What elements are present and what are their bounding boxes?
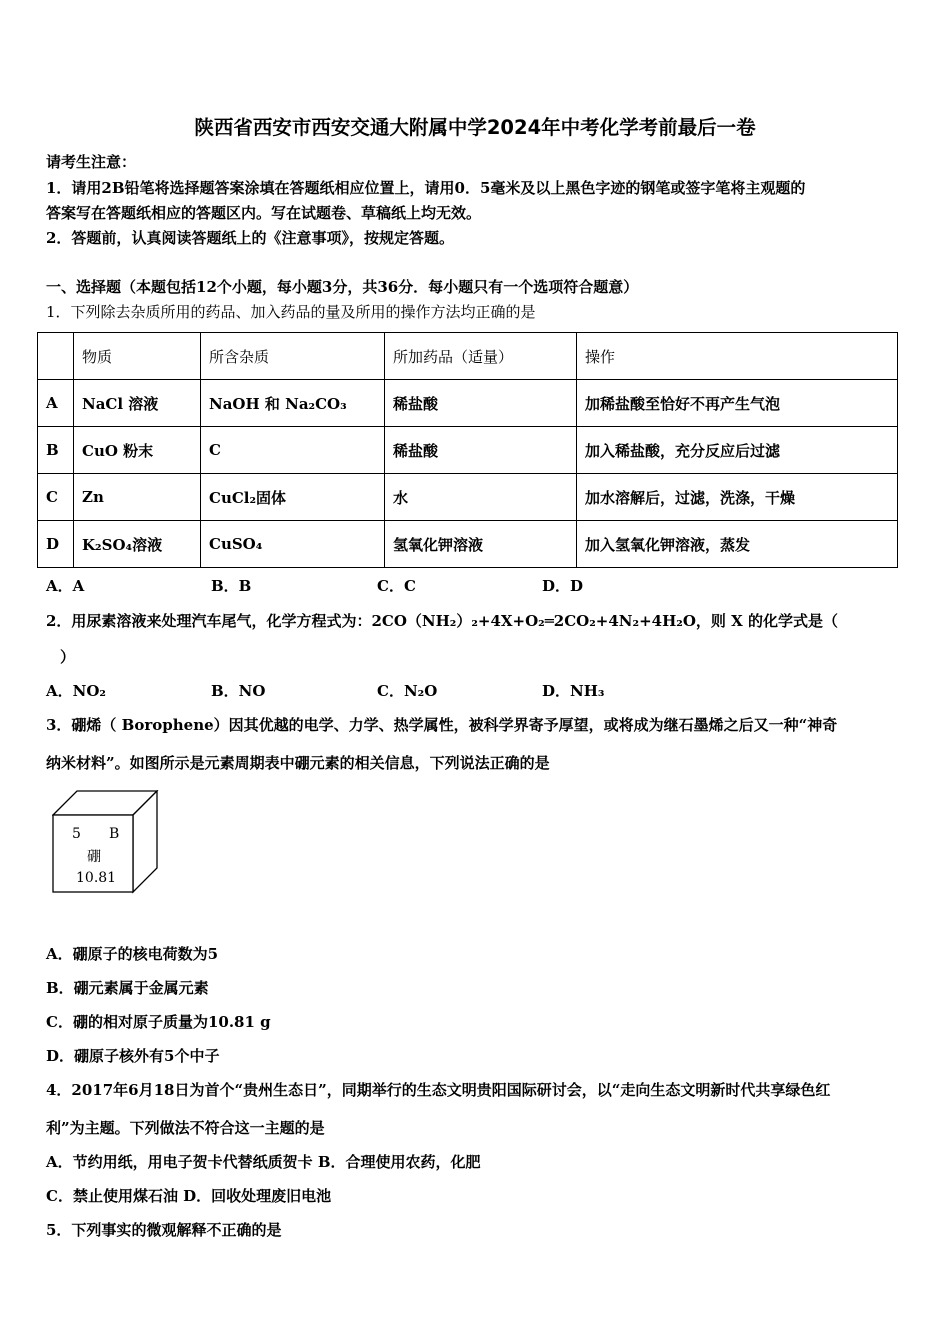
table-cell: CuO 粉末: [74, 427, 201, 474]
q3-option-a[interactable]: A．硼原子的核电荷数为5: [46, 945, 219, 963]
row-label: A: [38, 380, 74, 427]
q1-option-a[interactable]: A．A: [46, 577, 85, 595]
table-cell: 加入稀盐酸，充分反应后过滤: [577, 427, 898, 474]
table-cell: 加稀盐酸至恰好不再产生气泡: [577, 380, 898, 427]
q1-option-c[interactable]: C．C: [377, 577, 416, 595]
notice-heading: 请考生注意：: [46, 153, 137, 171]
q2-option-b[interactable]: B．NO: [211, 682, 266, 700]
q1-option-d[interactable]: D．D: [542, 577, 584, 595]
q2-option-a[interactable]: A．NO₂: [46, 682, 106, 700]
section-heading: 一、选择题（本题包括12个小题，每小题3分，共36分．每小题只有一个选项符合题意）: [46, 278, 639, 296]
table-cell: NaOH 和 Na₂CO₃: [201, 380, 385, 427]
table-header-cell: 所加药品（适量）: [385, 333, 577, 380]
table-cell: C: [201, 427, 385, 474]
notice-line-1b: 答案写在答题纸相应的答题区内。写在试题卷、草稿纸上均无效。: [46, 204, 482, 222]
notice-line-2: 2．答题前，认真阅读答题纸上的《注意事项》，按规定答题。: [46, 229, 454, 247]
q4-stem-a: 4．2017年6月18日为首个“贵州生态日”，同期举行的生态文明贵阳国际研讨会，以“走向生态文明新时代共享绿色红: [46, 1081, 831, 1099]
boron-element-card: [52, 790, 162, 896]
q3-stem-b: 纳米材料”。如图所示是元素周期表中硼元素的相关信息，下列说法正确的是: [46, 754, 550, 772]
q3-option-d[interactable]: D．硼原子核外有5个中子: [46, 1047, 220, 1065]
element-atomic-number: 5: [72, 826, 81, 842]
element-atomic-mass: 10.81: [76, 870, 117, 886]
table-cell: Zn: [74, 474, 201, 521]
table-cell: 加入氢氧化钾溶液，蒸发: [577, 521, 898, 568]
q3-option-b[interactable]: B．硼元素属于金属元素: [46, 979, 209, 997]
table-header-cell: 操作: [577, 333, 898, 380]
table-cell: CuSO₄: [201, 521, 385, 568]
q2-stem-b: ）: [60, 648, 76, 666]
table-cell: 加水溶解后，过滤，洗涤，干燥: [577, 474, 898, 521]
row-label: D: [38, 521, 74, 568]
element-name: 硼: [87, 849, 101, 865]
q3-option-c[interactable]: C．硼的相对原子质量为10.81 g: [46, 1013, 271, 1031]
table-cell: [38, 333, 74, 380]
q4-options-line-2[interactable]: C．禁止使用煤石油 D．回收处理废旧电池: [46, 1187, 332, 1205]
row-label: B: [38, 427, 74, 474]
table-cell: 氢氧化钾溶液: [385, 521, 577, 568]
q2-option-c[interactable]: C．N₂O: [377, 682, 438, 700]
q5-stem: 5．下列事实的微观解释不正确的是: [46, 1221, 282, 1239]
element-symbol: B: [109, 826, 120, 842]
notice-line-1a: 1．请用2B铅笔将选择题答案涂填在答题纸相应位置上，请用0．5毫米及以上黑色字迹的钢笔或签字笔将主观题的: [46, 179, 806, 197]
q3-stem-a: 3．硼烯（ Borophene）因其优越的电学、力学、热学属性，被科学界寄予厚望，或将成为继石墨烯之后又一种“神奇: [46, 716, 838, 734]
table-cell: NaCl 溶液: [74, 380, 201, 427]
table-cell: 稀盐酸: [385, 427, 577, 474]
table-row: [38, 427, 898, 474]
page-title: 陕西省西安市西安交通大附属中学2024年中考化学考前最后一卷: [194, 116, 756, 139]
table-cell: 稀盐酸: [385, 380, 577, 427]
table-header-cell: 物质: [74, 333, 201, 380]
table-cell: CuCl₂固体: [201, 474, 385, 521]
table-header-cell: 所含杂质: [201, 333, 385, 380]
table-row: [38, 380, 898, 427]
q1-option-b[interactable]: B．B: [211, 577, 252, 595]
q2-stem-a: 2．用尿素溶液来处理汽车尾气，化学方程式为：2CO（NH₂）₂+4X+O₂═2CO₂+4N₂+4H₂O，则 X 的化学式是（: [46, 612, 838, 630]
table-cell: 水: [385, 474, 577, 521]
q1-table: [37, 332, 898, 568]
table-row: [38, 474, 898, 521]
table-cell: K₂SO₄溶液: [74, 521, 201, 568]
q1-stem: 1．下列除去杂质所用的药品、加入药品的量及所用的操作方法均正确的是: [46, 303, 536, 321]
table-row: [38, 521, 898, 568]
q4-stem-b: 利”为主题。下列做法不符合这一主题的是: [46, 1119, 325, 1137]
q2-option-d[interactable]: D．NH₃: [542, 682, 605, 700]
q1-table-header: [38, 333, 898, 380]
q4-options-line-1[interactable]: A．节约用纸，用电子贺卡代替纸质贺卡 B．合理使用农药，化肥: [46, 1153, 481, 1171]
row-label: C: [38, 474, 74, 521]
